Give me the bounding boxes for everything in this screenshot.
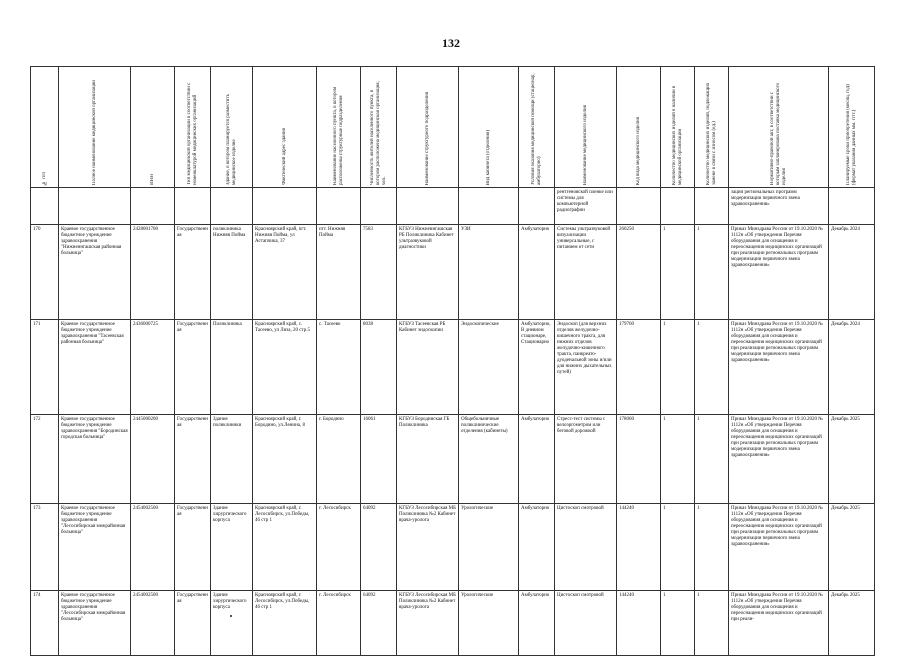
row-number-cell: 170: [31, 225, 59, 320]
cabinet-cell: Урологические: [459, 504, 519, 591]
act-cell: зации региональных программ модернизации первичного звена здравоохранения»: [729, 188, 829, 225]
inn-cell: 2428001700: [131, 225, 175, 320]
act-cell: Приказ Минздрава России от 19.10.2020 № 1112н «Об утверждении Перечня оборудования для оснащения и переоснащения медицинских организаций при реализации региональных программ модернизации первичного звена здравоохранения»: [729, 225, 829, 320]
code-cell: 260250: [617, 225, 661, 320]
cabinet-cell: Эндоскопические: [459, 320, 519, 415]
device-cell: Системы ультразвуковой визуализации универсальные, с питанием от сети: [555, 225, 617, 320]
cabinet-cell: УЗИ: [459, 225, 519, 320]
unit-cell: КГБУЗ Лесосибирская МБ Поликлиника №2 Кабинет врача-уролога: [397, 591, 459, 656]
code-cell: 179760: [617, 320, 661, 415]
unit-cell: КГБУЗ Лесосибирская МБ Поликлиника №2 Кабинет врача-уролога: [397, 504, 459, 591]
org-cell: Краевое государственное бюджетное учреждение здравоохранения "Тасеевская районная больница": [59, 320, 131, 415]
term-cell: Декабрь 2024: [829, 225, 875, 320]
code-cell: 144240: [617, 591, 661, 656]
header-cell: Количество медицинских изделий, подлежащих замене в связи с износом (ед.): [695, 67, 729, 188]
header-cell: Полное наименование медицинской организации: [59, 67, 131, 188]
qty-replace-cell: 1: [695, 225, 729, 320]
row-number-cell: 171: [31, 320, 59, 415]
term-cell: Декабрь 2024: [829, 320, 875, 415]
row-number-cell: 174: [31, 591, 59, 656]
locality-cell: с. Тасеево: [317, 320, 361, 415]
act-cell: Приказ Минздрава России от 19.10.2020 № 1112н «Об утверждении Перечня оборудования для оснащения и переоснащения медицинских организаций при реали-: [729, 591, 829, 656]
population-cell: 8038: [361, 320, 397, 415]
scan-speck: [230, 615, 232, 617]
inn-cell: 2454002500: [131, 591, 175, 656]
header-cell: Численность жителей населенного пункта, в котором расположена медицинская организация, чел.: [361, 67, 397, 188]
locality-cell: г. Лесосибирск: [317, 591, 361, 656]
population-cell: 64092: [361, 504, 397, 591]
header-cell: Код вида медицинского изделия: [617, 67, 661, 188]
header-cell: Количество медицинских изделий в наличии в медицинской организации: [661, 67, 695, 188]
address-cell: Красноярский край, г. Лесосибирск, ул.Победы, 46 стр 1: [253, 591, 317, 656]
qty-replace-cell: 1: [695, 504, 729, 591]
act-cell: Приказ Минздрава России от 19.10.2020 № 1112н «Об утверждении Перечня оборудования для оснащения и переоснащения медицинских организаций при реализации региональных программ модернизации первичного звена здравоохранения»: [729, 320, 829, 415]
cabinet-cell: Общебольничные поликлинические отделения (кабинеты): [459, 415, 519, 504]
conditions-cell: Амбулаторно: [519, 225, 555, 320]
header-row: [31, 67, 875, 188]
locality-cell: г. Лесосибирск: [317, 504, 361, 591]
header-cell: Тип медицинской организации в соответствии с номенклатурой медицинских организаций: [175, 67, 211, 188]
conditions-cell: Амбулаторно: [519, 504, 555, 591]
header-cell: Наименование медицинского изделия: [555, 67, 617, 188]
type-cell: Государственная: [175, 320, 211, 415]
conditions-cell: Амбулаторно, В дневном стационаре, Стационарно: [519, 320, 555, 415]
act-cell: Приказ Минздрава России от 19.10.2020 № 1112н «Об утверждении Перечня оборудования для оснащения и переоснащения медицинских организаций при реализации региональных программ модернизации первичного звена здравоохранения»: [729, 415, 829, 504]
unit-cell: КГБУЗ Нижнеингашская РБ Поликлиника Кабинет ультразвуковой диагностики: [397, 225, 459, 320]
qty-have-cell: 1: [661, 504, 695, 591]
building-cell: Здание хирургического корпуса: [211, 591, 253, 656]
device-cell: Цистоскоп смотровой: [555, 504, 617, 591]
table-row: [31, 225, 875, 320]
address-cell: Красноярский край, г. Бородино, ул.Ленина, 8: [253, 415, 317, 504]
type-cell: Государственная: [175, 504, 211, 591]
qty-replace-cell: 1: [695, 415, 729, 504]
locality-cell: пгт. Нижняя Пойма: [317, 225, 361, 320]
header-cell: Нормативно-правовой акт, в соответствии с которым запланирована поставка медицинского изделия: [729, 67, 829, 188]
address-cell: Красноярский край, г. Лесосибирск, ул.Победы, 46 стр 1: [253, 504, 317, 591]
qty-have-cell: 1: [661, 415, 695, 504]
header-cell: Фактический адрес здания: [253, 67, 317, 188]
qty-have-cell: 1: [661, 225, 695, 320]
unit-cell: КГБУЗ Тасеевская РБ Кабинет эндоскопии: [397, 320, 459, 415]
inn-cell: 2445000200: [131, 415, 175, 504]
building-cell: поликлиника Нижняя Пойма: [211, 225, 253, 320]
continuation-row: [31, 188, 875, 225]
table-row: [31, 591, 875, 656]
qty-replace-cell: 1: [695, 591, 729, 656]
device-cell: Стресс-тест системы с велоэргометром или беговой дорожкой: [555, 415, 617, 504]
device-cell: рентгеновской пленке или системы для компьютерной радиографии: [555, 188, 617, 225]
org-cell: Краевое государственное бюджетное учреждение здравоохранения "Лесосибирская межрайонная больница": [59, 504, 131, 591]
term-cell: Декабрь 2025: [829, 415, 875, 504]
type-cell: Государственная: [175, 591, 211, 656]
locality-cell: г. Бородино: [317, 415, 361, 504]
qty-have-cell: 1: [661, 320, 695, 415]
term-cell: Декабрь 2025: [829, 504, 875, 591]
org-cell: Краевое государственное бюджетное учреждение здравоохранения "Бородинская городская больница": [59, 415, 131, 504]
qty-replace-cell: 1: [695, 320, 729, 415]
page-number: 132: [442, 36, 460, 50]
building-cell: Поликлиника: [211, 320, 253, 415]
header-cell: № п/п: [31, 67, 59, 188]
type-cell: Государственная: [175, 225, 211, 320]
qty-have-cell: 1: [661, 591, 695, 656]
cabinet-cell: Урологические: [459, 591, 519, 656]
device-cell: Цистоскоп смотровой: [555, 591, 617, 656]
type-cell: Государственная: [175, 415, 211, 504]
header-cell: Наименование населенного пункта, в котором расположены структурные подразделения: [317, 67, 361, 188]
unit-cell: КГБУЗ Бородинская ГБ Поликлиника: [397, 415, 459, 504]
population-cell: 16061: [361, 415, 397, 504]
row-number-cell: 172: [31, 415, 59, 504]
term-cell: Декабрь 2025: [829, 591, 875, 656]
table-row: [31, 415, 875, 504]
header-cell: ИНН: [131, 67, 175, 188]
act-cell: Приказ Минздрава России от 19.10.2020 № 1112н «Об утверждении Перечня оборудования для оснащения и переоснащения медицинских организаций при реализации региональных программ модернизации первичного звена здравоохранения»: [729, 504, 829, 591]
header-cell: Наименование структурного подразделения: [397, 67, 459, 188]
org-cell: Краевое государственное бюджетное учреждение здравоохранения "Нижнеингашская районная больница": [59, 225, 131, 320]
address-cell: Красноярский край, с. Тасеево, ул Лиза, 20 стр.5: [253, 320, 317, 415]
address-cell: Красноярский край, пгт. Нижняя Пойма, ул Астапчика, 37: [253, 225, 317, 320]
conditions-cell: Амбулаторно: [519, 415, 555, 504]
inn-cell: 2454002500: [131, 504, 175, 591]
population-cell: 64092: [361, 591, 397, 656]
header-cell: Вид кабинета (отделения): [459, 67, 519, 188]
header-cell: Планируемые сроки приобретения (месяц, год) (формат указания данных мм. гггг.): [829, 67, 875, 188]
conditions-cell: Амбулаторно: [519, 591, 555, 656]
device-cell: Эндоскоп (для верхних отделов желудочно-кишечного тракта, для нижних отделов желудочно-кишечного тракта, панкреато-дуоденальной зоны и/или для нижних дыхательных путей): [555, 320, 617, 415]
inn-cell: 2436000725: [131, 320, 175, 415]
population-cell: 7583: [361, 225, 397, 320]
equipment-table: [30, 66, 875, 656]
code-cell: 144240: [617, 504, 661, 591]
code-cell: 178060: [617, 415, 661, 504]
building-cell: Здание хирургического корпуса: [211, 504, 253, 591]
org-cell: Краевое государственное бюджетное учреждение здравоохранения "Лесосибирская межрайонная больница": [59, 591, 131, 656]
header-cell: Здание, в котором планируется разместить медицинское изделие: [211, 67, 253, 188]
header-cell: Условия оказания медицинской помощи (стационар, амбулаторно): [519, 67, 555, 188]
row-number-cell: 173: [31, 504, 59, 591]
building-cell: Здание поликлиники: [211, 415, 253, 504]
table-row: [31, 320, 875, 415]
table-row: [31, 504, 875, 591]
